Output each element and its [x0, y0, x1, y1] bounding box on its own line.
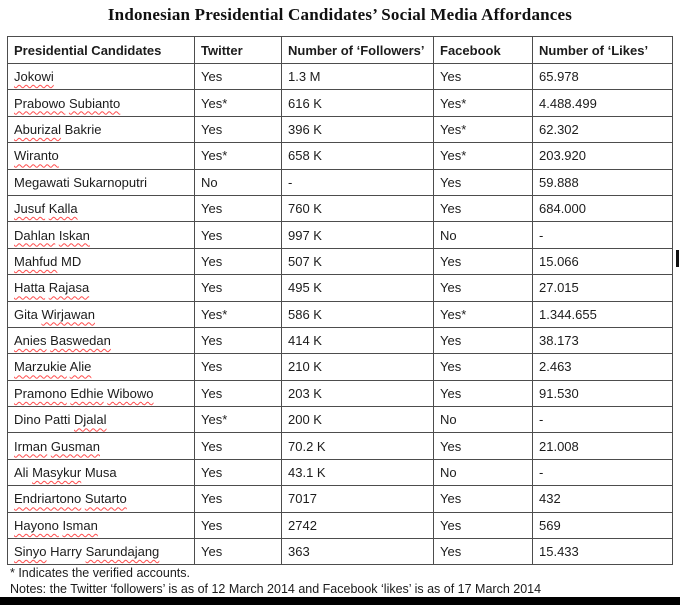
twitter-cell: Yes [195, 486, 282, 512]
likes-count-cell: 15.433 [533, 539, 673, 565]
followers-count-cell: 210 K [282, 354, 434, 380]
footnote-asterisk: * Indicates the verified accounts. [10, 566, 190, 580]
candidate-name-word-spellcheck: Endriartono [14, 491, 82, 507]
likes-count-cell: 21.008 [533, 433, 673, 459]
table-row [8, 301, 673, 327]
facebook-cell: No [434, 459, 533, 485]
facebook-cell: Yes [434, 248, 533, 274]
column-header-likes: Number of ‘Likes’ [533, 37, 673, 64]
table-row [8, 407, 673, 433]
candidate-name-word-spellcheck: Sutarto [84, 491, 127, 507]
candidate-name-cell [8, 195, 195, 221]
likes-count-cell: - [533, 222, 673, 248]
table-row [8, 380, 673, 406]
twitter-cell: Yes [195, 512, 282, 538]
likes-count-cell: 203.920 [533, 143, 673, 169]
table-row [8, 116, 673, 142]
facebook-cell: Yes* [434, 301, 533, 327]
candidate-name-word-spellcheck: Jusuf [14, 201, 46, 217]
candidate-name-word-spellcheck: Kalla [48, 201, 78, 217]
followers-count-cell: 1.3 M [282, 64, 434, 90]
table-row [8, 327, 673, 353]
candidate-name-word: Patti [44, 412, 71, 428]
twitter-cell: Yes [195, 195, 282, 221]
candidate-name-word-spellcheck: Irman [14, 438, 48, 454]
twitter-cell: Yes [195, 275, 282, 301]
candidate-name-cell [8, 354, 195, 380]
table-row [8, 169, 673, 195]
document-title: Indonesian Presidential Candidates’ Social Media Affordances [107, 5, 573, 24]
candidate-name-word-spellcheck: Hayono [14, 517, 59, 533]
twitter-cell: Yes [195, 539, 282, 565]
likes-count-cell: 27.015 [533, 275, 673, 301]
likes-count-cell: - [533, 407, 673, 433]
candidate-name-word-spellcheck: Mahfud [14, 253, 58, 269]
facebook-cell: Yes [434, 169, 533, 195]
table-row [8, 143, 673, 169]
candidate-name-word: Ali [14, 465, 29, 481]
twitter-cell: Yes* [195, 143, 282, 169]
table-row [8, 90, 673, 116]
candidate-name-word: Bakrie [64, 121, 102, 137]
candidate-name-cell [8, 407, 195, 433]
likes-count-cell: 2.463 [533, 354, 673, 380]
footnote-dates: Notes: the Twitter ‘followers’ is as of 12 March 2014 and Facebook ‘likes’ is as of 17 March 2014 [10, 582, 542, 596]
table-row [8, 275, 673, 301]
facebook-cell: Yes* [434, 116, 533, 142]
twitter-cell: Yes [195, 222, 282, 248]
column-header-twitter: Twitter [195, 37, 282, 64]
followers-count-cell: 43.1 K [282, 459, 434, 485]
candidate-name-cell [8, 222, 195, 248]
followers-count-cell: 616 K [282, 90, 434, 116]
facebook-cell: Yes [434, 354, 533, 380]
facebook-cell: Yes [434, 486, 533, 512]
candidate-name-word-spellcheck: Wiranto [14, 148, 59, 164]
candidate-name-word-spellcheck: Masykur [32, 465, 82, 481]
column-header-candidates: Presidential Candidates [8, 37, 195, 64]
followers-count-cell: 70.2 K [282, 433, 434, 459]
table-row [8, 539, 673, 565]
candidate-name-cell [8, 90, 195, 116]
twitter-cell: Yes [195, 380, 282, 406]
twitter-cell: Yes [195, 327, 282, 353]
candidate-name-word: Sukarnoputri [73, 174, 147, 190]
candidate-name-word-spellcheck: Sinyo [14, 544, 47, 560]
facebook-cell: No [434, 407, 533, 433]
candidate-name-cell [8, 380, 195, 406]
table-row [8, 248, 673, 274]
facebook-cell: Yes [434, 512, 533, 538]
table-row [8, 459, 673, 485]
twitter-cell: Yes* [195, 301, 282, 327]
facebook-cell: Yes [434, 195, 533, 221]
candidate-name-word: MD [61, 253, 82, 269]
likes-count-cell: 1.344.655 [533, 301, 673, 327]
candidate-name-cell [8, 512, 195, 538]
likes-count-cell: 65.978 [533, 64, 673, 90]
followers-count-cell: 200 K [282, 407, 434, 433]
candidate-name-word-spellcheck: Pramono [14, 385, 67, 401]
twitter-cell: Yes [195, 64, 282, 90]
affordances-table [7, 36, 673, 565]
followers-count-cell: 203 K [282, 380, 434, 406]
candidate-name-word-spellcheck: Sarundajang [85, 544, 160, 560]
candidate-name-word-spellcheck: Isman [62, 517, 98, 533]
likes-count-cell: 59.888 [533, 169, 673, 195]
table-header-row [8, 37, 673, 64]
column-header-followers: Number of ‘Followers’ [282, 37, 434, 64]
followers-count-cell: 2742 [282, 512, 434, 538]
candidate-name-cell [8, 248, 195, 274]
followers-count-cell: 507 K [282, 248, 434, 274]
candidate-name-word-spellcheck: Dahlan [14, 227, 56, 243]
followers-count-cell: 396 K [282, 116, 434, 142]
table-row [8, 512, 673, 538]
candidate-name-word-spellcheck: Aburizal [14, 121, 61, 137]
twitter-cell: No [195, 169, 282, 195]
candidate-name-word: Megawati [14, 174, 70, 190]
likes-count-cell: 4.488.499 [533, 90, 673, 116]
candidate-name-word: Gita [14, 306, 38, 322]
likes-count-cell: 91.530 [533, 380, 673, 406]
candidate-name-word: Dino [14, 412, 41, 428]
candidate-name-cell [8, 169, 195, 195]
candidate-name-cell [8, 433, 195, 459]
twitter-cell: Yes [195, 433, 282, 459]
followers-count-cell: 495 K [282, 275, 434, 301]
candidate-name-word-spellcheck: Alie [69, 359, 92, 375]
column-header-facebook: Facebook [434, 37, 533, 64]
table-body [8, 64, 673, 565]
candidate-name-cell [8, 301, 195, 327]
followers-count-cell: 997 K [282, 222, 434, 248]
candidate-name-cell [8, 275, 195, 301]
likes-count-cell: 62.302 [533, 116, 673, 142]
likes-count-cell: - [533, 459, 673, 485]
candidate-name-word-spellcheck: Anies [14, 333, 47, 349]
candidate-name-word-spellcheck: Jokowi [14, 69, 54, 85]
followers-count-cell: 760 K [282, 195, 434, 221]
candidate-name-word-spellcheck: Gusman [50, 438, 100, 454]
likes-count-cell: 569 [533, 512, 673, 538]
candidate-name-cell [8, 143, 195, 169]
followers-count-cell: 586 K [282, 301, 434, 327]
likes-count-cell: 684.000 [533, 195, 673, 221]
likes-count-cell: 432 [533, 486, 673, 512]
footnotes [10, 565, 672, 597]
bottom-black-bar [0, 597, 680, 605]
candidate-name-cell [8, 116, 195, 142]
twitter-cell: Yes [195, 116, 282, 142]
facebook-cell: Yes [434, 64, 533, 90]
twitter-cell: Yes [195, 354, 282, 380]
followers-count-cell: 414 K [282, 327, 434, 353]
candidate-name-word-spellcheck: Hatta [14, 280, 46, 296]
facebook-cell: No [434, 222, 533, 248]
candidate-name-cell [8, 459, 195, 485]
twitter-cell: Yes* [195, 407, 282, 433]
candidate-name-word-spellcheck: Edhie [70, 385, 104, 401]
candidate-name-word-spellcheck: Marzukie [14, 359, 67, 375]
candidate-name-word-spellcheck: Rajasa [48, 280, 90, 296]
facebook-cell: Yes* [434, 90, 533, 116]
facebook-cell: Yes* [434, 143, 533, 169]
candidate-name-word-spellcheck: Djalal [74, 412, 107, 428]
table-row [8, 222, 673, 248]
followers-count-cell: 363 [282, 539, 434, 565]
candidate-name-word-spellcheck: Wirjawan [41, 306, 95, 322]
likes-count-cell: 38.173 [533, 327, 673, 353]
followers-count-cell: 658 K [282, 143, 434, 169]
candidate-name-word-spellcheck: Iskan [58, 227, 90, 243]
twitter-cell: Yes* [195, 90, 282, 116]
candidate-name-word-spellcheck: Subianto [68, 95, 121, 111]
candidate-name-word-spellcheck: Wibowo [107, 385, 154, 401]
facebook-cell: Yes [434, 327, 533, 353]
table-row [8, 354, 673, 380]
candidate-name-word: Musa [84, 465, 117, 481]
facebook-cell: Yes [434, 380, 533, 406]
table-row [8, 433, 673, 459]
table-row [8, 486, 673, 512]
table-row [8, 64, 673, 90]
candidate-name-word-spellcheck: Prabowo [14, 95, 66, 111]
twitter-cell: Yes [195, 459, 282, 485]
facebook-cell: Yes [434, 433, 533, 459]
text-cursor-artifact [676, 250, 679, 267]
candidate-name-word-spellcheck: Baswedan [50, 333, 111, 349]
facebook-cell: Yes [434, 275, 533, 301]
facebook-cell: Yes [434, 539, 533, 565]
candidate-name-cell [8, 486, 195, 512]
table-row [8, 195, 673, 221]
affordances-table-wrap [7, 36, 672, 565]
candidate-name-cell [8, 327, 195, 353]
candidate-name-cell [8, 539, 195, 565]
followers-count-cell: 7017 [282, 486, 434, 512]
candidate-name-word: Harry [50, 544, 82, 560]
twitter-cell: Yes [195, 248, 282, 274]
candidate-name-cell [8, 64, 195, 90]
likes-count-cell: 15.066 [533, 248, 673, 274]
followers-count-cell: - [282, 169, 434, 195]
